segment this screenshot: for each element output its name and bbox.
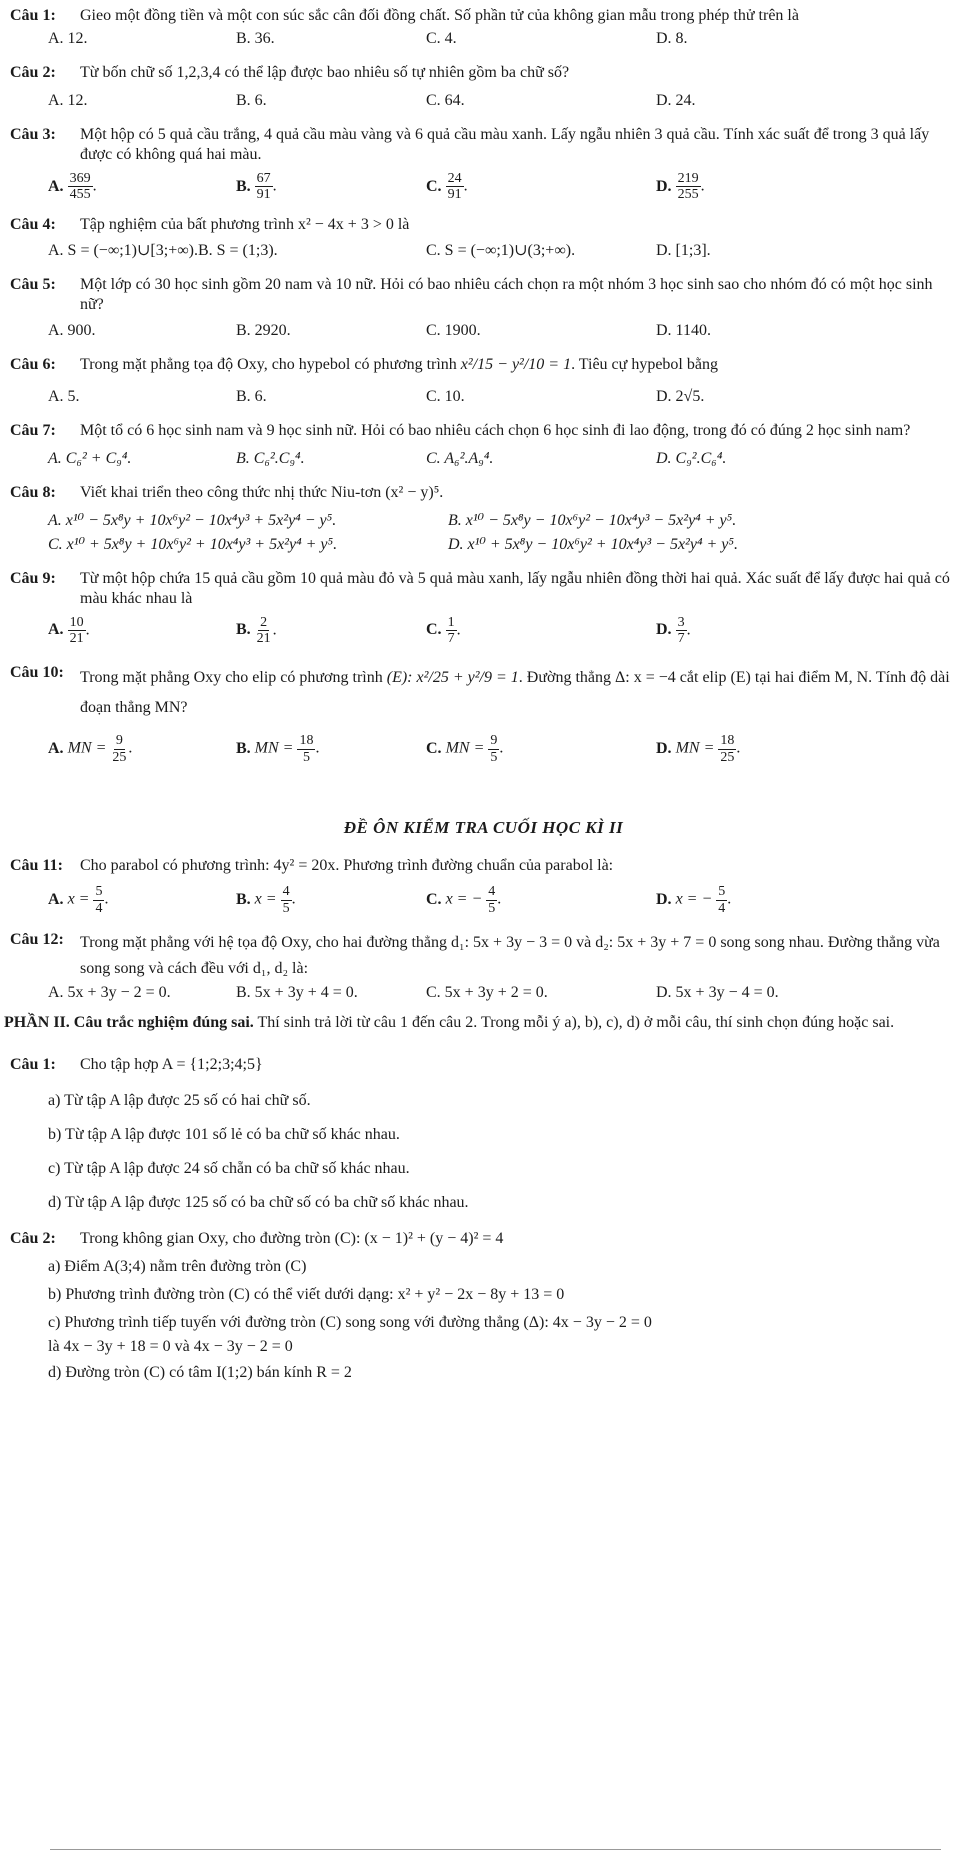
section-title: ĐỀ ÔN KIỂM TRA CUỐI HỌC KÌ II — [343, 818, 624, 838]
option-label: C. — [426, 739, 442, 757]
question-1 — [10, 6, 957, 49]
option-b[interactable]: B. 5x + 3y + 4 = 0. — [236, 984, 358, 1002]
statement-a[interactable]: a) Điểm A(3;4) nằm trên đường tròn (C) — [48, 1258, 307, 1276]
question-text: Cho parabol có phương trình: 4y² = 20x. Phương trình đường chuẩn của parabol là: — [80, 857, 614, 875]
option-d[interactable]: D. 5x + 3y − 4 = 0. — [656, 984, 779, 1002]
question-text: Gieo một đồng tiền và một con súc sắc cân đối đồng chất. Số phần tử của không gian mẫu trong phép thử trên là — [80, 7, 799, 24]
question-5 — [10, 275, 957, 341]
denominator: 21 — [69, 631, 84, 647]
statement-a[interactable]: a) Từ tập A lập được 25 số có hai chữ số. — [48, 1092, 311, 1110]
option-label: D. — [656, 890, 672, 908]
question-number: Câu 10: — [10, 663, 64, 681]
option-prefix: MN = — [445, 739, 485, 757]
option-label: A. — [48, 177, 64, 195]
option-a[interactable]: A. $\frac{369}{455}$ . — [48, 171, 97, 203]
question-number: Câu 2: — [10, 1230, 56, 1248]
question-6 — [10, 355, 957, 407]
option-label: D. — [656, 739, 672, 757]
option-label: C. — [426, 890, 442, 908]
equation: (E): x²/25 + y²/9 = 1 — [386, 668, 519, 686]
fraction — [68, 615, 86, 647]
statement-b[interactable]: b) Từ tập A lập được 101 số lẻ có ba chữ số khác nhau. — [48, 1126, 400, 1144]
statement-c-continued: là 4x − 3y + 18 = 0 và 4x − 3y − 2 = 0 — [48, 1338, 293, 1356]
numerator: 24 — [447, 171, 462, 186]
question-text-part: . Đường thẳng Δ: x = −4 cắt elip (E) tại hai điểm M, N. Tính độ dài đoạn thẳng MN? — [80, 668, 950, 716]
option-c[interactable]: C. 10. — [426, 387, 465, 405]
numerator: 2 — [260, 614, 268, 630]
denominator: 4 — [95, 900, 103, 916]
fraction — [255, 171, 273, 203]
question-text-part: . Tiêu cự hypebol bằng — [571, 355, 718, 373]
question-11 — [10, 856, 957, 916]
question-text: Viết khai triển theo công thức nhị thức Niu-tơn (x² − y)⁵. — [80, 483, 444, 501]
question-text-part: Trong mặt phẳng tọa độ Oxy, cho hypebol có phương trình — [80, 355, 457, 373]
option-a[interactable]: A. $\frac{10}{21}$ . — [48, 614, 90, 647]
question-number: Câu 2: — [10, 64, 56, 81]
option-d[interactable]: D. MN = $\frac{18}{25}$ . — [656, 733, 741, 765]
option-b[interactable]: B. $\frac{2}{21}$ . — [236, 614, 277, 647]
fraction — [486, 884, 497, 916]
numerator: 369 — [69, 171, 91, 186]
numerator: 10 — [69, 614, 84, 630]
option-d[interactable]: D. $\frac{3}{7}$ . — [656, 614, 691, 647]
option-b[interactable]: B. 36. — [236, 30, 275, 47]
question-text: Cho tập hợp A = {1;2;3;4;5} — [80, 1056, 263, 1074]
option-a[interactable]: A. C₆² + C₉⁴. — [48, 449, 132, 467]
option-d[interactable]: D. 8. — [656, 30, 688, 47]
fraction — [716, 884, 727, 916]
question-7 — [10, 421, 957, 469]
question-number: Câu 4: — [10, 215, 56, 233]
question-2 — [10, 63, 957, 111]
option-c[interactable]: C. 64. — [426, 92, 465, 109]
fraction — [488, 733, 499, 765]
denominator: 91 — [256, 187, 271, 203]
numerator: 18 — [299, 733, 314, 749]
option-d[interactable]: D. $\frac{219}{255}$ . — [656, 171, 705, 203]
option-b[interactable]: B. 6. — [236, 92, 267, 109]
option-d[interactable]: D. 2√5. — [656, 387, 705, 405]
equation: x²/15 − y²/10 = 1 — [460, 355, 572, 373]
option-b[interactable]: B. x¹⁰ − 5x⁸y − 10x⁶y² − 10x⁴y³ − 5x²y⁴ + y⁵. — [448, 511, 737, 529]
denominator: 7 — [677, 631, 685, 647]
option-c[interactable]: C. MN = $\frac{9}{5}$ . — [426, 733, 504, 765]
option-a[interactable]: A. 5x + 3y − 2 = 0. — [48, 984, 171, 1002]
question-text: Từ một hộp chứa 15 quả cầu gồm 10 quả màu đỏ và 5 quả màu xanh, lấy ngẫu nhiên đồng thời hai quả. Xác suất để lấy được hai quả có màu khác nhau là — [80, 569, 950, 607]
question-text: Trong không gian Oxy, cho đường tròn (C): (x − 1)² + (y − 4)² = 4 — [80, 1230, 504, 1248]
part-2-heading — [4, 1013, 957, 1033]
option-a[interactable]: A. 5. — [48, 387, 80, 405]
option-label: D. — [656, 177, 672, 195]
question-10 — [10, 663, 957, 766]
question-text: Tập nghiệm của bất phương trình x² − 4x + 3 > 0 là — [80, 215, 410, 233]
question-3 — [10, 125, 957, 203]
option-c[interactable]: C. x¹⁰ + 5x⁸y + 10x⁶y² + 10x⁴y³ + 5x²y⁴ + y⁵. — [48, 535, 338, 553]
option-a-b[interactable]: A. S = (−∞;1)∪[3;+∞).B. S = (1;3). — [48, 241, 278, 259]
option-a[interactable]: A. MN = $\frac{9}{25}$ . — [48, 733, 133, 765]
question-text-part: Trong mặt phẳng Oxy cho elip có phương trình — [80, 668, 383, 686]
option-prefix: MN = — [675, 739, 715, 757]
fraction — [297, 733, 315, 765]
numerator: 5 — [95, 884, 103, 900]
question-text — [80, 663, 957, 724]
denominator: 25 — [720, 749, 735, 765]
option-label: B. — [236, 739, 251, 757]
option-b[interactable]: B. 2920. — [236, 321, 291, 339]
statement-d[interactable]: d) Đường tròn (C) có tâm I(1;2) bán kính R = 2 — [48, 1364, 352, 1382]
fraction — [718, 733, 736, 765]
denominator: 91 — [447, 187, 462, 203]
option-a[interactable]: A. 12. — [48, 30, 88, 47]
option-prefix: x = — [254, 890, 277, 908]
option-d[interactable]: D. C₉².C₆⁴. — [656, 449, 727, 467]
question-number: Câu 1: — [10, 7, 56, 24]
numerator: 1 — [447, 614, 455, 630]
numerator: 3 — [677, 614, 685, 630]
option-c[interactable]: C. 4. — [426, 30, 457, 47]
option-d[interactable]: D. [1;3]. — [656, 241, 711, 259]
part-2-description: Thí sinh trả lời từ câu 1 đến câu 2. Trong mỗi ý a), b), c), d) ở mỗi câu, thí sinh chọn đúng hoặc sai. — [257, 1014, 895, 1032]
option-label: A. — [48, 739, 64, 757]
question-9 — [10, 569, 957, 647]
part-2-title: PHẦN II. Câu trắc nghiệm đúng sai. — [4, 1014, 254, 1032]
question-text: Một tổ có 6 học sinh nam và 9 học sinh nữ. Hỏi có bao nhiêu cách chọn 6 học sinh đi lao động, trong đó có đúng 2 học sinh nam? — [80, 421, 911, 439]
question-text — [80, 355, 957, 375]
option-b[interactable]: B. MN = $\frac{18}{5}$ . — [236, 733, 320, 765]
denominator: 5 — [488, 900, 496, 916]
option-b[interactable]: B. 6. — [236, 387, 267, 405]
option-b[interactable]: B. C₆².C₉⁴. — [236, 449, 305, 467]
numerator: 18 — [720, 733, 735, 749]
fraction — [110, 733, 128, 765]
option-a[interactable]: A. x = $\frac{5}{4}$ . — [48, 884, 109, 916]
question-number: Câu 7: — [10, 421, 56, 439]
question-number: Câu 3: — [10, 126, 56, 143]
question-number: Câu 12: — [10, 931, 64, 949]
option-c[interactable]: C. 1900. — [426, 321, 481, 339]
option-prefix: x = — [67, 890, 90, 908]
denominator: 455 — [69, 187, 91, 203]
denominator: 21 — [256, 631, 271, 647]
option-b[interactable]: B. x = $\frac{4}{5}$ . — [236, 884, 296, 916]
question-text: Trong mặt phẳng với hệ tọa độ Oxy, cho hai đường thẳng d₁: 5x + 3y − 3 = 0 và d₂: 5x + 3y + 7 = 0 song song nhau. Đường thẳng vừa song song và cách đều với d₁, d₂ là: — [80, 934, 940, 977]
numerator: 5 — [718, 884, 726, 900]
statement-b[interactable]: b) Phương trình đường tròn (C) có thể viết dưới dạng: x² + y² − 2x − 8y + 13 = 0 — [48, 1286, 565, 1304]
question-number: Câu 11: — [10, 857, 63, 875]
question-4 — [10, 215, 957, 261]
option-d[interactable]: D. x¹⁰ + 5x⁸y − 10x⁶y² + 10x⁴y³ − 5x²y⁴ + y⁵. — [448, 535, 738, 553]
numerator: 4 — [488, 884, 496, 900]
numerator: 9 — [115, 733, 123, 749]
fraction — [446, 615, 457, 647]
option-prefix: MN = — [254, 739, 294, 757]
part2-question-1 — [10, 1055, 957, 1213]
fraction — [676, 171, 701, 203]
option-c[interactable]: C. 5x + 3y + 2 = 0. — [426, 984, 548, 1002]
numerator: 9 — [490, 733, 498, 749]
option-label: C. — [426, 621, 442, 639]
question-text: Một hộp có 5 quả cầu trắng, 4 quả cầu màu vàng và 6 quả cầu màu xanh. Lấy ngẫu nhiên 3 quả cầu. Tính xác suất để trong 3 quả lấy được có không quá hai màu. — [80, 126, 930, 163]
option-c[interactable]: C. x = − $\frac{4}{5}$ . — [426, 884, 502, 916]
statement-d[interactable]: d) Từ tập A lập được 125 số có ba chữ số có ba chữ số khác nhau. — [48, 1194, 469, 1212]
question-number: Câu 1: — [10, 1056, 56, 1074]
option-c[interactable]: C. A₆².A₉⁴. — [426, 449, 494, 467]
option-label: B. — [236, 177, 251, 195]
fraction — [676, 615, 687, 647]
option-prefix: MN = — [67, 739, 107, 757]
statement-c[interactable]: c) Phương trình tiếp tuyến với đường tròn (C) song song với đường thẳng (Δ): 4x − 3y − 2 = 0 — [48, 1314, 652, 1332]
option-c[interactable]: C. $\frac{24}{91}$ . — [426, 171, 468, 203]
denominator: 5 — [302, 749, 310, 765]
fraction — [281, 884, 292, 916]
denominator: 7 — [447, 631, 455, 647]
option-label: B. — [236, 621, 251, 639]
question-text: Từ bốn chữ số 1,2,3,4 có thể lập được bao nhiêu số tự nhiên gồm ba chữ số? — [80, 64, 570, 81]
page-bottom-rule — [50, 1849, 941, 1850]
option-label: B. — [236, 890, 251, 908]
option-label: D. — [656, 621, 672, 639]
option-prefix: x = − — [445, 890, 483, 908]
option-a[interactable]: A. 12. — [48, 92, 88, 109]
denominator: 4 — [718, 900, 726, 916]
option-prefix: x = − — [675, 890, 713, 908]
denominator: 5 — [490, 749, 498, 765]
option-label: A. — [48, 890, 64, 908]
denominator: 5 — [282, 900, 290, 916]
fraction — [255, 615, 273, 647]
numerator: 4 — [282, 884, 290, 900]
option-b[interactable]: B. $\frac{67}{91}$ . — [236, 171, 277, 203]
part2-question-2 — [10, 1229, 957, 1383]
option-c[interactable]: C. S = (−∞;1)∪(3;+∞). — [426, 241, 576, 259]
question-number: Câu 9: — [10, 569, 56, 587]
fraction — [93, 884, 104, 916]
question-12 — [10, 930, 957, 1003]
option-a[interactable]: A. 900. — [48, 321, 96, 339]
question-number: Câu 5: — [10, 275, 56, 293]
question-number: Câu 8: — [10, 483, 56, 501]
option-a[interactable]: A. x¹⁰ − 5x⁸y + 10x⁶y² − 10x⁴y³ + 5x²y⁴ − y⁵. — [48, 511, 337, 529]
question-8 — [10, 483, 957, 555]
option-d[interactable]: D. 1140. — [656, 321, 711, 339]
option-label: A. — [48, 621, 64, 639]
numerator: 67 — [256, 171, 271, 186]
option-d[interactable]: D. x = − $\frac{5}{4}$ . — [656, 884, 732, 916]
question-text: Một lớp có 30 học sinh gồm 20 nam và 10 nữ. Hỏi có bao nhiêu cách chọn ra một nhóm 3 học sinh sao cho nhóm đó có một học sinh nữ? — [80, 275, 933, 313]
option-label: C. — [426, 177, 442, 195]
option-d[interactable]: D. 24. — [656, 92, 696, 109]
denominator: 25 — [112, 749, 127, 765]
fraction — [68, 171, 93, 203]
question-number: Câu 6: — [10, 355, 56, 373]
denominator: 255 — [677, 187, 699, 203]
fraction — [446, 171, 464, 203]
option-c[interactable]: C. $\frac{1}{7}$ . — [426, 614, 461, 647]
statement-c[interactable]: c) Từ tập A lập được 24 số chẵn có ba chữ số khác nhau. — [48, 1160, 410, 1178]
numerator: 219 — [677, 171, 699, 186]
